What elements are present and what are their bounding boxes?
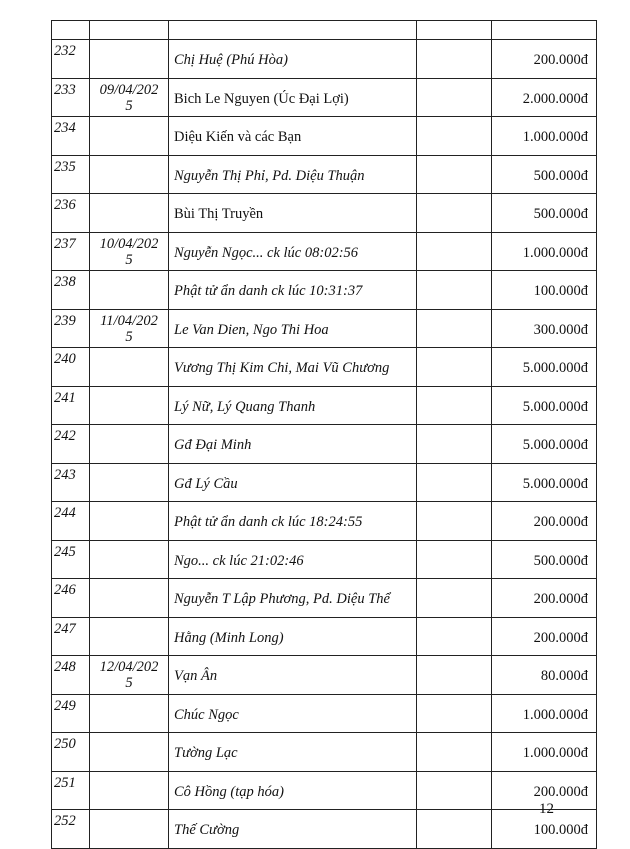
donation-amount: 1.000.000đ	[492, 694, 597, 733]
row-date: 10/04/2025	[99, 235, 159, 268]
table-row	[52, 348, 597, 387]
header-cell-name	[169, 21, 417, 40]
row-number: 238	[52, 271, 90, 310]
blank-cell	[417, 502, 492, 541]
donor-name: Nguyễn Thị Phỉ, Pd. Diệu Thuận	[169, 155, 417, 194]
donation-table-body	[52, 21, 597, 849]
row-number: 248	[52, 656, 90, 695]
donation-amount: 2.000.000đ	[492, 78, 597, 117]
table-row	[52, 155, 597, 194]
donor-name: Lý Nữ, Lý Quang Thanh	[169, 386, 417, 425]
table-row	[52, 617, 597, 656]
table-row	[52, 78, 597, 117]
row-number: 246	[52, 579, 90, 618]
donor-name: Ngo... ck lúc 21:02:46	[169, 540, 417, 579]
row-date-cell	[90, 117, 169, 156]
blank-cell	[417, 579, 492, 618]
row-date: 12/04/2025	[99, 659, 159, 691]
donor-name: Nguyễn Ngọc... ck lúc 08:02:56	[169, 232, 417, 271]
blank-cell	[417, 40, 492, 79]
donation-amount: 5.000.000đ	[492, 425, 597, 464]
blank-cell	[417, 117, 492, 156]
row-date-cell	[90, 617, 169, 656]
donor-name: Hằng (Minh Long)	[169, 617, 417, 656]
row-number: 234	[52, 117, 90, 156]
row-number: 247	[52, 617, 90, 656]
page-number: 12	[539, 801, 554, 817]
table-row	[52, 194, 597, 233]
blank-cell	[417, 617, 492, 656]
table-header-row	[52, 21, 597, 40]
blank-cell	[417, 386, 492, 425]
row-date-cell	[90, 425, 169, 464]
donation-amount: 500.000đ	[492, 540, 597, 579]
donor-name: Thế Cường	[169, 810, 417, 849]
blank-cell	[417, 694, 492, 733]
table-row	[52, 540, 597, 579]
blank-cell	[417, 425, 492, 464]
row-date-cell	[90, 271, 169, 310]
donation-amount: 200.000đ	[492, 40, 597, 79]
blank-cell	[417, 463, 492, 502]
row-number: 239	[52, 309, 90, 348]
donor-name: Cô Hồng (tạp hóa)	[169, 771, 417, 810]
row-number: 249	[52, 694, 90, 733]
donor-name: Gđ Lý Cầu	[169, 463, 417, 502]
row-date-cell	[90, 694, 169, 733]
table-row	[52, 309, 597, 348]
row-date-cell	[90, 771, 169, 810]
row-number: 236	[52, 194, 90, 233]
donor-name: Gđ Đại Minh	[169, 425, 417, 464]
donation-amount: 200.000đ	[492, 771, 597, 810]
row-date-cell	[90, 232, 169, 271]
blank-cell	[417, 733, 492, 772]
donation-amount: 100.000đ	[492, 271, 597, 310]
table-row	[52, 117, 597, 156]
row-date: 09/04/2025	[99, 81, 159, 114]
table-row	[52, 386, 597, 425]
row-number: 240	[52, 348, 90, 387]
donor-name: Bich Le Nguyen (Úc Đại Lợi)	[169, 78, 417, 117]
row-date-cell	[90, 579, 169, 618]
donation-amount: 1.000.000đ	[492, 117, 597, 156]
donor-name: Vương Thị Kim Chi, Mai Vũ Chương	[169, 348, 417, 387]
table-row	[52, 694, 597, 733]
blank-cell	[417, 155, 492, 194]
row-date-cell	[90, 348, 169, 387]
row-number: 244	[52, 502, 90, 541]
row-date-cell	[90, 656, 169, 695]
header-cell-amount	[492, 21, 597, 40]
table-row	[52, 232, 597, 271]
donation-amount: 500.000đ	[492, 155, 597, 194]
donation-amount: 5.000.000đ	[492, 386, 597, 425]
donation-amount: 500.000đ	[492, 194, 597, 233]
donation-amount: 1.000.000đ	[492, 733, 597, 772]
row-date-cell	[90, 810, 169, 849]
table-row	[52, 502, 597, 541]
row-number: 242	[52, 425, 90, 464]
donor-name: Tường Lạc	[169, 733, 417, 772]
donor-name: Le Van Dien, Ngo Thi Hoa	[169, 309, 417, 348]
row-date-cell	[90, 155, 169, 194]
blank-cell	[417, 309, 492, 348]
row-number: 251	[52, 771, 90, 810]
donor-name: Diệu Kiến và các Bạn	[169, 117, 417, 156]
donation-amount: 5.000.000đ	[492, 348, 597, 387]
donor-name: Nguyễn T Lập Phương, Pd. Diệu Thể	[169, 579, 417, 618]
donor-name: Phật tử ẩn danh ck lúc 10:31:37	[169, 271, 417, 310]
donation-amount: 300.000đ	[492, 309, 597, 348]
blank-cell	[417, 271, 492, 310]
row-number: 241	[52, 386, 90, 425]
row-date-cell	[90, 386, 169, 425]
row-date: 11/04/2025	[100, 312, 158, 345]
donor-name: Vạn Ân	[169, 656, 417, 695]
donation-table	[51, 20, 597, 849]
blank-cell	[417, 194, 492, 233]
row-date-cell	[90, 194, 169, 233]
donor-name: Phật tử ẩn danh ck lúc 18:24:55	[169, 502, 417, 541]
row-number: 252	[52, 810, 90, 849]
row-number: 245	[52, 540, 90, 579]
blank-cell	[417, 78, 492, 117]
row-number: 250	[52, 733, 90, 772]
table-row	[52, 733, 597, 772]
row-date-cell	[90, 502, 169, 541]
donor-name: Chị Huệ (Phú Hòa)	[169, 40, 417, 79]
table-row	[52, 656, 597, 695]
row-date-cell	[90, 309, 169, 348]
table-row	[52, 579, 597, 618]
donation-amount: 200.000đ	[492, 502, 597, 541]
row-date-cell	[90, 40, 169, 79]
table-row	[52, 40, 597, 79]
donation-amount: 5.000.000đ	[492, 463, 597, 502]
donation-amount: 1.000.000đ	[492, 232, 597, 271]
blank-cell	[417, 656, 492, 695]
blank-cell	[417, 810, 492, 849]
blank-cell	[417, 540, 492, 579]
donation-amount: 100.000đ	[492, 810, 597, 849]
header-cell-blank	[417, 21, 492, 40]
table-row	[52, 463, 597, 502]
donor-name: Bùi Thị Truyền	[169, 194, 417, 233]
row-number: 237	[52, 232, 90, 271]
blank-cell	[417, 232, 492, 271]
table-row	[52, 271, 597, 310]
row-date-cell	[90, 78, 169, 117]
blank-cell	[417, 348, 492, 387]
row-number: 232	[52, 40, 90, 79]
donation-amount: 80.000đ	[492, 656, 597, 695]
header-cell-date	[90, 21, 169, 40]
row-number: 233	[52, 78, 90, 117]
row-date-cell	[90, 733, 169, 772]
donation-amount: 200.000đ	[492, 579, 597, 618]
blank-cell	[417, 771, 492, 810]
header-cell-no	[52, 21, 90, 40]
row-number: 235	[52, 155, 90, 194]
row-date-cell	[90, 540, 169, 579]
row-date-cell	[90, 463, 169, 502]
donor-name: Chúc Ngọc	[169, 694, 417, 733]
row-number: 243	[52, 463, 90, 502]
table-row	[52, 425, 597, 464]
donation-amount: 200.000đ	[492, 617, 597, 656]
